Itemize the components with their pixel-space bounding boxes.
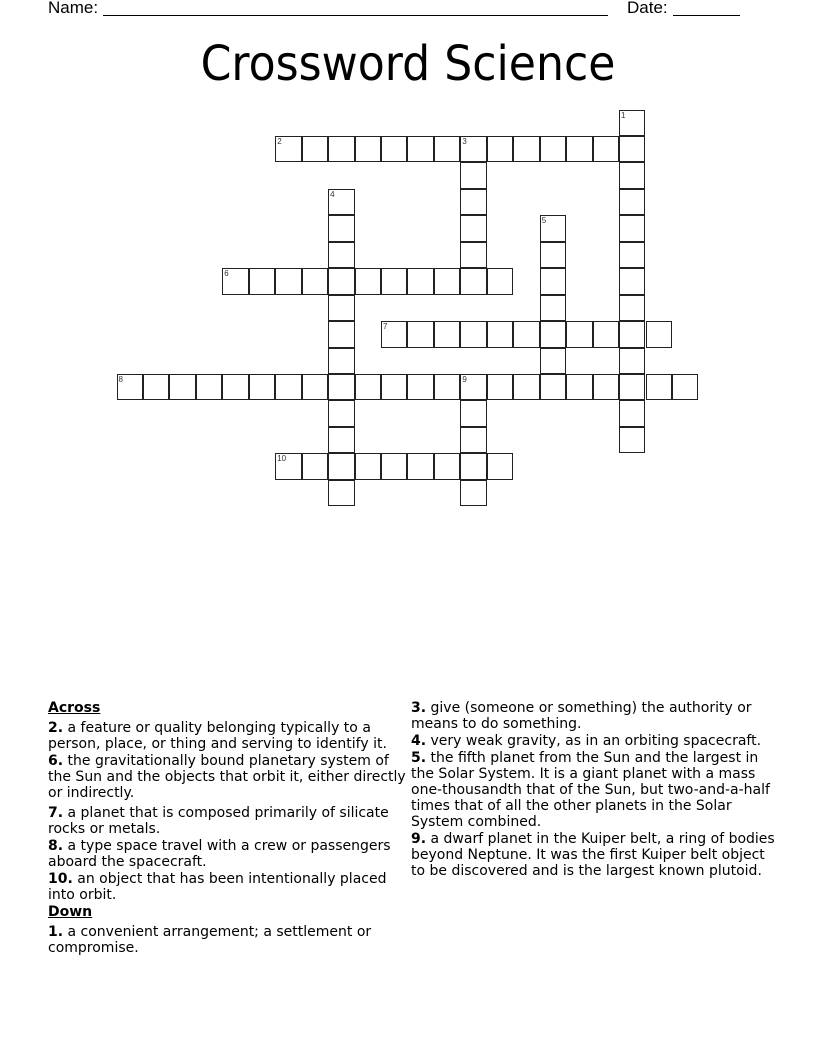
- crossword-cell[interactable]: [487, 136, 513, 162]
- page-title: Crossword Science: [200, 36, 616, 92]
- crossword-cell[interactable]: [381, 453, 407, 479]
- crossword-cell[interactable]: [460, 400, 486, 426]
- crossword-cell[interactable]: [672, 374, 698, 400]
- crossword-cell[interactable]: [619, 374, 645, 400]
- crossword-cell[interactable]: [487, 321, 513, 347]
- clue-down-1: [48, 924, 410, 956]
- crossword-cell[interactable]: [460, 453, 486, 479]
- crossword-cell[interactable]: [434, 374, 460, 400]
- crossword-cell[interactable]: [460, 189, 486, 215]
- crossword-cell[interactable]: [302, 268, 328, 294]
- crossword-cell[interactable]: [407, 321, 433, 347]
- clue-number: 8.: [48, 838, 64, 854]
- crossword-cell[interactable]: [355, 268, 381, 294]
- clue-across-2: [48, 720, 410, 752]
- crossword-cell[interactable]: [302, 136, 328, 162]
- crossword-cell[interactable]: [540, 215, 566, 241]
- clue-text: an object that has been intentionally placed into orbit.: [48, 871, 387, 903]
- clue-down-4: [411, 733, 776, 749]
- down-heading: Down: [48, 904, 93, 920]
- clue-text: a feature or quality belonging typically to a person, place, or thing and serving to identify it.: [48, 720, 387, 752]
- crossword-cell[interactable]: [328, 295, 354, 321]
- crossword-cell[interactable]: [328, 242, 354, 268]
- crossword-cell[interactable]: [355, 453, 381, 479]
- crossword-cell[interactable]: [619, 348, 645, 374]
- crossword-cell[interactable]: [593, 321, 619, 347]
- crossword-cell[interactable]: [619, 242, 645, 268]
- across-heading: Across: [48, 700, 101, 716]
- crossword-cell[interactable]: [566, 136, 592, 162]
- crossword-cell[interactable]: [540, 268, 566, 294]
- crossword-cell[interactable]: [619, 400, 645, 426]
- crossword-cell[interactable]: [196, 374, 222, 400]
- clue-number: 6.: [48, 753, 64, 769]
- crossword-cell[interactable]: [513, 321, 539, 347]
- crossword-cell[interactable]: [593, 136, 619, 162]
- crossword-cell[interactable]: [513, 136, 539, 162]
- crossword-cell[interactable]: [460, 162, 486, 188]
- clue-text: a dwarf planet in the Kuiper belt, a ring of bodies beyond Neptune. It was the first Kuiper belt object to be discovered and is the largest known plutoid.: [411, 831, 775, 879]
- clue-number-label: 5: [541, 216, 547, 226]
- crossword-cell[interactable]: [513, 374, 539, 400]
- crossword-cell[interactable]: [460, 480, 486, 506]
- clue-number: 7.: [48, 805, 64, 821]
- crossword-cell[interactable]: [407, 136, 433, 162]
- crossword-cell[interactable]: [407, 453, 433, 479]
- crossword-cell[interactable]: [540, 348, 566, 374]
- clue-down-5: [411, 750, 776, 830]
- crossword-cell[interactable]: [619, 136, 645, 162]
- crossword-cell[interactable]: [328, 480, 354, 506]
- clue-text: a type space travel with a crew or passengers aboard the spacecraft.: [48, 838, 391, 870]
- crossword-cell[interactable]: [381, 136, 407, 162]
- clue-number-label: 2: [277, 136, 282, 146]
- crossword-cell[interactable]: [381, 268, 407, 294]
- clue-text: a convenient arrangement; a settlement or compromise.: [48, 924, 372, 956]
- crossword-cell[interactable]: [540, 136, 566, 162]
- crossword-cell[interactable]: [619, 268, 645, 294]
- crossword-cell[interactable]: [646, 321, 672, 347]
- clue-number-label: 7: [383, 322, 388, 332]
- crossword-cell[interactable]: [460, 215, 486, 241]
- name-label: Name:: [48, 0, 99, 17]
- clue-text: a planet that is composed primarily of silicate rocks or metals.: [48, 805, 389, 837]
- crossword-cell[interactable]: [619, 215, 645, 241]
- clue-number-label: 10: [277, 454, 287, 464]
- crossword-cell[interactable]: [355, 374, 381, 400]
- crossword-cell[interactable]: [275, 453, 301, 479]
- crossword-cell[interactable]: [328, 268, 354, 294]
- crossword-cell[interactable]: [460, 242, 486, 268]
- crossword-cell[interactable]: [249, 268, 275, 294]
- crossword-cell[interactable]: [460, 268, 486, 294]
- crossword-cell[interactable]: [328, 136, 354, 162]
- crossword-cell[interactable]: [275, 136, 301, 162]
- crossword-cell[interactable]: [460, 321, 486, 347]
- crossword-cell[interactable]: [302, 453, 328, 479]
- crossword-cell[interactable]: [566, 321, 592, 347]
- crossword-cell[interactable]: [487, 374, 513, 400]
- crossword-cell[interactable]: [540, 295, 566, 321]
- crossword-cell[interactable]: [619, 162, 645, 188]
- clue-number: 3.: [411, 700, 427, 716]
- clue-number-label: 8: [118, 375, 123, 384]
- crossword-cell[interactable]: [434, 321, 460, 347]
- clue-number: 9.: [411, 831, 427, 847]
- crossword-cell[interactable]: [328, 427, 354, 453]
- crossword-cell[interactable]: [328, 453, 354, 479]
- crossword-cell[interactable]: [619, 427, 645, 453]
- clue-text: the gravitationally bound planetary system of the Sun and the objects that orbit it, either directly or indirectly.: [48, 753, 406, 801]
- crossword-cell[interactable]: [275, 268, 301, 294]
- clue-number: 5.: [411, 750, 427, 766]
- crossword-cell[interactable]: [434, 268, 460, 294]
- clue-number-label: 1: [621, 110, 626, 120]
- crossword-cell[interactable]: [646, 374, 672, 400]
- crossword-cell[interactable]: [328, 374, 354, 400]
- crossword-cell[interactable]: [619, 321, 645, 347]
- crossword-cell[interactable]: [328, 215, 354, 241]
- crossword-cell[interactable]: [540, 242, 566, 268]
- clue-number-label: 6: [224, 269, 229, 279]
- crossword-cell[interactable]: [381, 321, 407, 347]
- crossword-cell[interactable]: [487, 453, 513, 479]
- crossword-cell[interactable]: [302, 374, 328, 400]
- crossword-cell[interactable]: [434, 136, 460, 162]
- crossword-cell[interactable]: [619, 295, 645, 321]
- crossword-cell[interactable]: [407, 374, 433, 400]
- clue-number-label: 9: [462, 375, 467, 384]
- clue-number-label: 3: [462, 136, 467, 146]
- crossword-cell[interactable]: [143, 374, 169, 400]
- crossword-cell[interactable]: [619, 189, 645, 215]
- crossword-cell[interactable]: [540, 321, 566, 347]
- crossword-cell[interactable]: [434, 453, 460, 479]
- crossword-cell[interactable]: [222, 268, 248, 294]
- clue-number: 1.: [48, 924, 64, 940]
- date-label: Date:: [627, 0, 668, 17]
- crossword-cell[interactable]: [328, 348, 354, 374]
- clue-across-10: [48, 871, 410, 903]
- crossword-cell[interactable]: [460, 136, 486, 162]
- crossword-cell[interactable]: [407, 268, 433, 294]
- clue-across-6: [48, 753, 410, 801]
- clue-text: give (someone or something) the authority or means to do something.: [411, 700, 752, 732]
- clue-down-3: [411, 700, 776, 732]
- clue-number: 4.: [411, 733, 427, 749]
- clue-text: the fifth planet from the Sun and the largest in the Solar System. It is a giant planet with a mass one-thousandth that of the Sun, but two-and-a-half times that of all the other planets in the Solar System combined.: [411, 750, 770, 830]
- clue-number-label: 4: [330, 189, 335, 199]
- crossword-cell[interactable]: [593, 374, 619, 400]
- crossword-cell[interactable]: [275, 374, 301, 400]
- clues-left-column: [48, 700, 410, 957]
- clue-down-9: [411, 831, 776, 879]
- crossword-cell[interactable]: [460, 427, 486, 453]
- crossword-cell[interactable]: [328, 400, 354, 426]
- crossword-cell[interactable]: [328, 321, 354, 347]
- crossword-cell[interactable]: [566, 374, 592, 400]
- clues-right-column: [411, 700, 776, 880]
- crossword-cell[interactable]: [328, 189, 354, 215]
- crossword-cell[interactable]: [169, 374, 195, 400]
- clue-text: very weak gravity, as in an orbiting spacecraft.: [430, 733, 762, 749]
- clue-across-8: [48, 838, 410, 870]
- crossword-cell[interactable]: [249, 374, 275, 400]
- clue-across-7: [48, 805, 410, 837]
- clue-number: 10.: [48, 871, 73, 887]
- crossword-cell[interactable]: [540, 374, 566, 400]
- crossword-cell[interactable]: [460, 374, 486, 400]
- crossword-cell[interactable]: [117, 374, 143, 400]
- crossword-cell[interactable]: [381, 374, 407, 400]
- crossword-cell[interactable]: [487, 268, 513, 294]
- crossword-cell[interactable]: [222, 374, 248, 400]
- crossword-cell[interactable]: [355, 136, 381, 162]
- crossword-cell[interactable]: [619, 110, 645, 136]
- clue-number: 2.: [48, 720, 64, 736]
